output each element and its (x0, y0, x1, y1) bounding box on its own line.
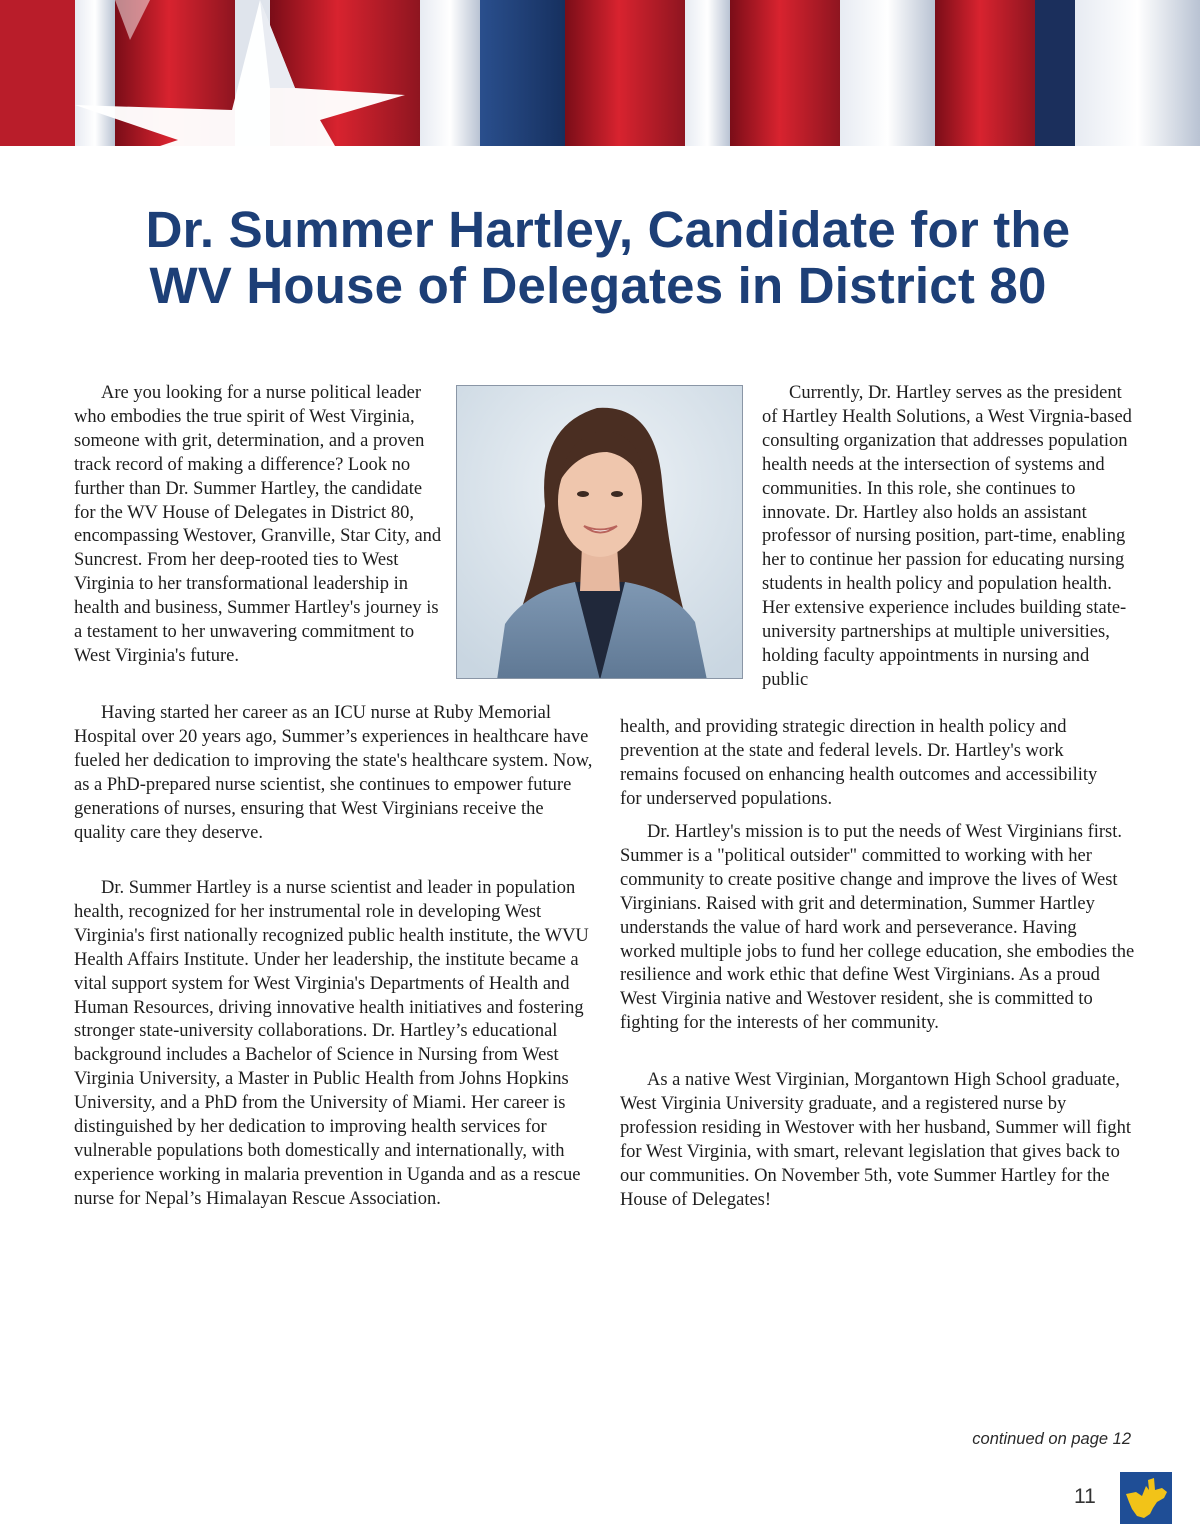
portrait-image (457, 386, 743, 679)
west-virginia-logo (1120, 1472, 1172, 1524)
headline-line-2: WV House of Delegates in District 80 (149, 257, 1047, 314)
paragraph-current-role-continued: health, and providing strategic direction in health policy and prevention at the state and federal levels. Dr. Hartley's work remains focused on enhancing health outcomes and accessibility for underserved populations. (620, 717, 1098, 809)
paragraph-career: Having started her career as an ICU nurse at Ruby Memorial Hospital over 20 years ago, Summer’s experiences in healthcare have fueled her dedication to improving the state's healthcare system. Now, as a PhD-prepared nurse scientist, she continues to empower future generations of nurses, ensuring that West Virginians receive the quality care they deserve. (74, 703, 593, 843)
paragraph-background: Dr. Summer Hartley is a nurse scientist and leader in population health, recognized for her instrumental role in developing West Virginia's first nationally recognized public health institute, the WVU Health Affairs Institute. Under her leadership, the institute became a vital support system for West Virginia's Departments of Health and Human Resources, driving innovative health initiatives and fostering stronger state-university collaborations. Dr. Hartley’s educational background includes a Bachelor of Science in Nursing from West Virginia University, a Master in Public Health from Johns Hopkins University, and a PhD from the University of Miami. Her career is distinguished by her dedication to improving health services for vulnerable populations both domestically and internationally, with experience working in malaria prevention in Uganda and as a rescue nurse for Nepal’s Himalayan Rescue Association. (74, 878, 589, 1209)
candidate-photo (456, 385, 743, 679)
continued-note: continued on page 12 (972, 1430, 1131, 1448)
paragraph-current-role: Currently, Dr. Hartley serves as the president of Hartley Health Solutions, a West Virgnia-based consulting organization that addresses population health needs at the intersection of systems and communities. In this role, she continues to innovate. Dr. Hartley also holds an assistant professor of nursing position, part-time, enabling her to continue her passion for educating nursing students in health policy and population health. Her extensive experience includes building state-university partnerships at multiple universities, holding faculty appointments in nursing and public (762, 383, 1132, 690)
headline-line-1: Dr. Summer Hartley, Candidate for the (145, 201, 1071, 258)
paragraph-call-to-action: As a native West Virginian, Morgantown High School graduate, West Virginia University graduate, and a registered nurse by profession residing in Westover with her husband, Summer will fight for West Virginia, with smart, relevant legislation that gives back to our communities. On November 5th, vote Summer Hartley for the House of Delegates! (620, 1070, 1131, 1210)
banner-image (0, 0, 1200, 146)
paragraph-intro: Are you looking for a nurse political leader who embodies the true spirit of West Virginia, someone with grit, determination, and a proven track record of making a difference? Look no further than Dr. Summer Hartley, the candidate for the WV House of Delegates in District 80, encompassing Westover, Granville, Star City, and Suncrest. From her deep-rooted ties to West Virginia to her transformational leadership in health and business, Summer Hartley's journey is a testament to her unwavering commitment to West Virginia's future. (74, 383, 442, 666)
paragraph-mission: Dr. Hartley's mission is to put the needs of West Virginians first. Summer is a "political outsider" committed to working with her community to create positive change and improve the lives of West Virginians. Raised with grit and determination, Summer Hartley understands the value of hard work and perseverance. Having worked multiple jobs to fund her college education, she embodies the resilience and work ethic that define West Virginians. As a proud West Virginia native and Westover resident, she is committed to fighting for the interests of her community. (620, 822, 1135, 1034)
page-number: 11 (1074, 1485, 1096, 1508)
